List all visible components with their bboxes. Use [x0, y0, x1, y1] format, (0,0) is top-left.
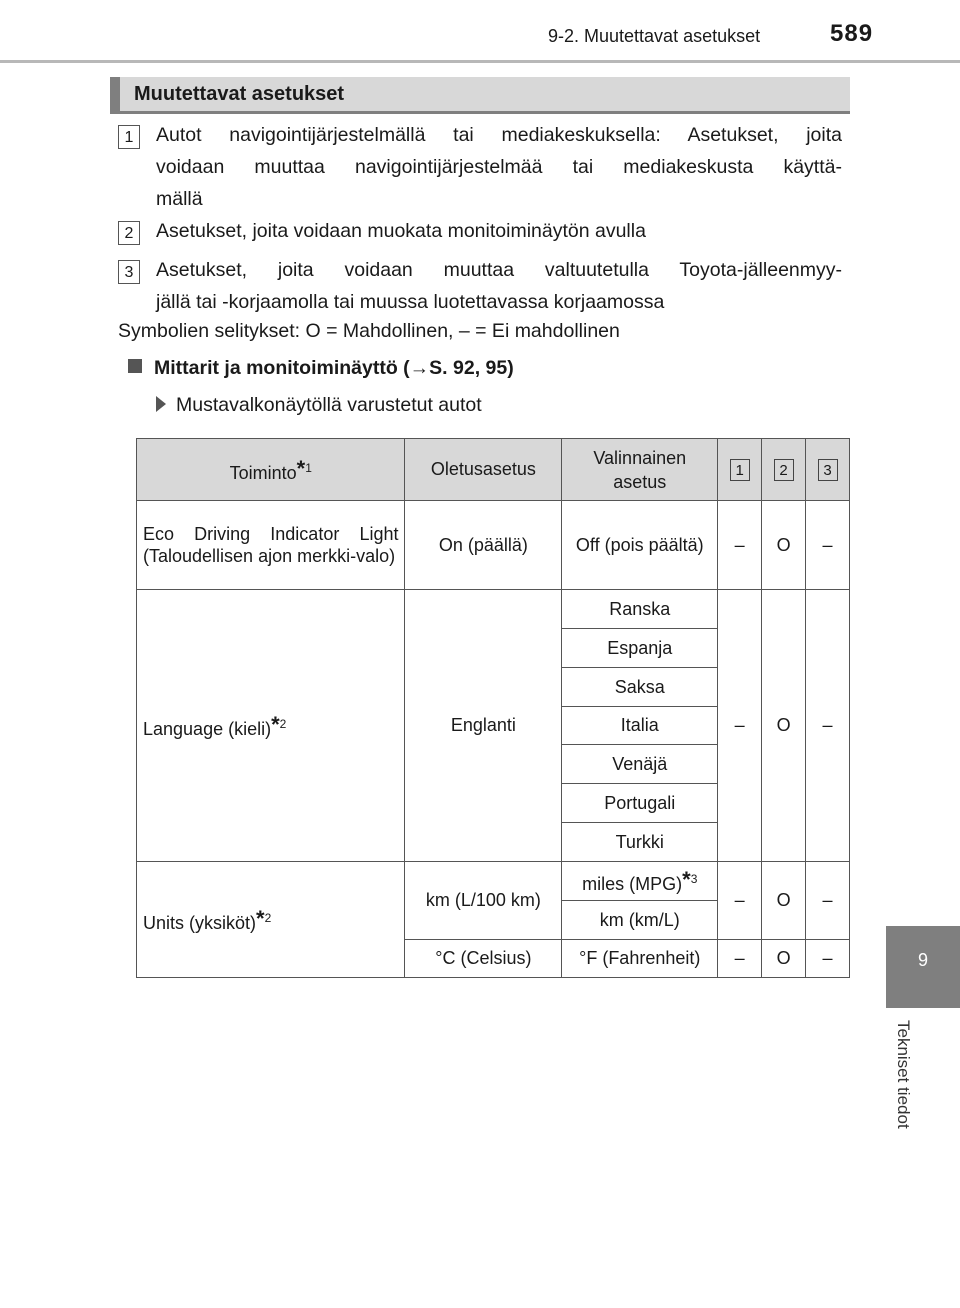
units-footnote [256, 905, 272, 931]
language-option: Ranska [562, 590, 718, 629]
chapter-tab-label: Tekniset tiedot [894, 1020, 913, 1129]
header-col-2-number: 2 [774, 459, 794, 481]
item-number-3: 3 [118, 260, 140, 284]
units-distance-col-1: – [718, 862, 762, 940]
language-name [137, 590, 405, 862]
item-3-line-2: jällä tai -korjaamolla tai muussa luotettavassa korjaamossa [156, 291, 665, 313]
asterisk: * [256, 905, 265, 931]
language-option: Saksa [562, 668, 718, 707]
language-default: Englanti [405, 590, 562, 862]
header-col-3-number: 3 [818, 459, 838, 481]
square-bullet-icon [128, 359, 142, 373]
units-distance-option-b: km (km/L) [562, 901, 718, 940]
header-col-2 [762, 439, 806, 501]
asterisk: * [296, 455, 306, 481]
triangle-bullet-icon [156, 396, 166, 412]
units-distance-option-a-text: miles (MPG) [582, 874, 683, 894]
subsection-heading-text[interactable]: Mittarit ja monitoiminäyttö (→S. 92, 95) [154, 357, 514, 379]
eco-name: Eco Driving Indicator Light (Taloudellisen ajon merkki-valo) [137, 501, 405, 590]
item-1-line-3: mällä [156, 188, 203, 210]
language-option: Turkki [562, 823, 718, 862]
variant-heading-text: Mustavalkonäytöllä varustetut autot [176, 394, 482, 416]
asterisk: * [271, 711, 280, 737]
eco-optional: Off (pois päältä) [562, 501, 718, 590]
units-distance-col-3: – [806, 862, 850, 940]
item-2-line-1: Asetukset, joita voidaan muokata monitoiminäytön avulla [156, 220, 646, 242]
item-number-1: 1 [118, 125, 140, 149]
item-number-2: 2 [118, 221, 140, 245]
units-temp-col-1: – [718, 940, 762, 978]
section-title-box [110, 77, 850, 111]
language-col-1: – [718, 590, 762, 862]
language-footnote [271, 711, 287, 737]
table-row-language [137, 590, 850, 629]
eco-default: On (päällä) [405, 501, 562, 590]
header-rule [0, 60, 960, 63]
section-title-bar [110, 77, 120, 111]
item-1-line-2: voidaan muuttaa navigointijärjestelmää tai mediakeskusta käyttä- [156, 156, 842, 178]
units-distance-default: km (L/100 km) [405, 862, 562, 940]
units-distance-col-2: O [762, 862, 806, 940]
item-3-line-1: Asetukset, joita voidaan muuttaa valtuutetulla Toyota-jälleenmyy- [156, 259, 842, 281]
header-col-1-number: 1 [730, 459, 750, 481]
item-2-text [156, 215, 842, 247]
units-temp-col-2: O [762, 940, 806, 978]
language-option: Venäjä [562, 745, 718, 784]
units-temp-col-3: – [806, 940, 850, 978]
language-option: Italia [562, 707, 718, 745]
variant-heading [156, 394, 482, 417]
header-optional: Valinnainen asetus [562, 439, 718, 501]
header-section-title: 9-2. Muutettavat asetukset [548, 26, 761, 46]
header-function-label: Toiminto [229, 462, 297, 483]
header-function-footnote [296, 455, 312, 481]
chapter-tab[interactable] [886, 926, 960, 1008]
eco-col-1: – [718, 501, 762, 590]
header-default: Oletusasetus [405, 439, 562, 501]
page-number: 589 [830, 20, 874, 47]
units-distance-option-a [562, 862, 718, 901]
language-col-3: – [806, 590, 850, 862]
item-1-line-1: Autot navigointijärjestelmällä tai mediakeskuksella: Asetukset, joita [156, 124, 842, 146]
header-col-3 [806, 439, 850, 501]
footnote-number: 3 [690, 872, 698, 886]
eco-col-3: – [806, 501, 850, 590]
item-3-text [156, 254, 842, 318]
table-header-row [137, 439, 850, 501]
table-row-units [137, 862, 850, 901]
units-option-footnote [682, 867, 698, 892]
language-name-text: Language (kieli) [143, 718, 272, 739]
units-temp-optional: °F (Fahrenheit) [562, 940, 718, 978]
settings-table [136, 438, 850, 978]
units-name [137, 862, 405, 978]
asterisk: * [682, 867, 691, 892]
header-function [137, 439, 405, 501]
language-option: Portugali [562, 784, 718, 823]
section-title: Muutettavat asetukset [134, 83, 345, 105]
item-1-text [156, 119, 842, 215]
symbol-legend: Symbolien selitykset: O = Mahdollinen, – = Ei mahdollinen [118, 320, 620, 342]
footnote-number: 1 [305, 460, 312, 475]
language-option: Espanja [562, 629, 718, 668]
table-row-eco [137, 501, 850, 590]
header-col-1 [718, 439, 762, 501]
subsection-heading [128, 357, 514, 380]
footnote-number: 2 [264, 910, 272, 925]
footnote-number: 2 [279, 716, 287, 731]
units-temp-default: °C (Celsius) [405, 940, 562, 978]
eco-col-2: O [762, 501, 806, 590]
units-name-text: Units (yksiköt) [143, 912, 257, 933]
language-col-2: O [762, 590, 806, 862]
chapter-tab-number: 9 [917, 950, 928, 970]
section-title-rule [110, 111, 850, 114]
